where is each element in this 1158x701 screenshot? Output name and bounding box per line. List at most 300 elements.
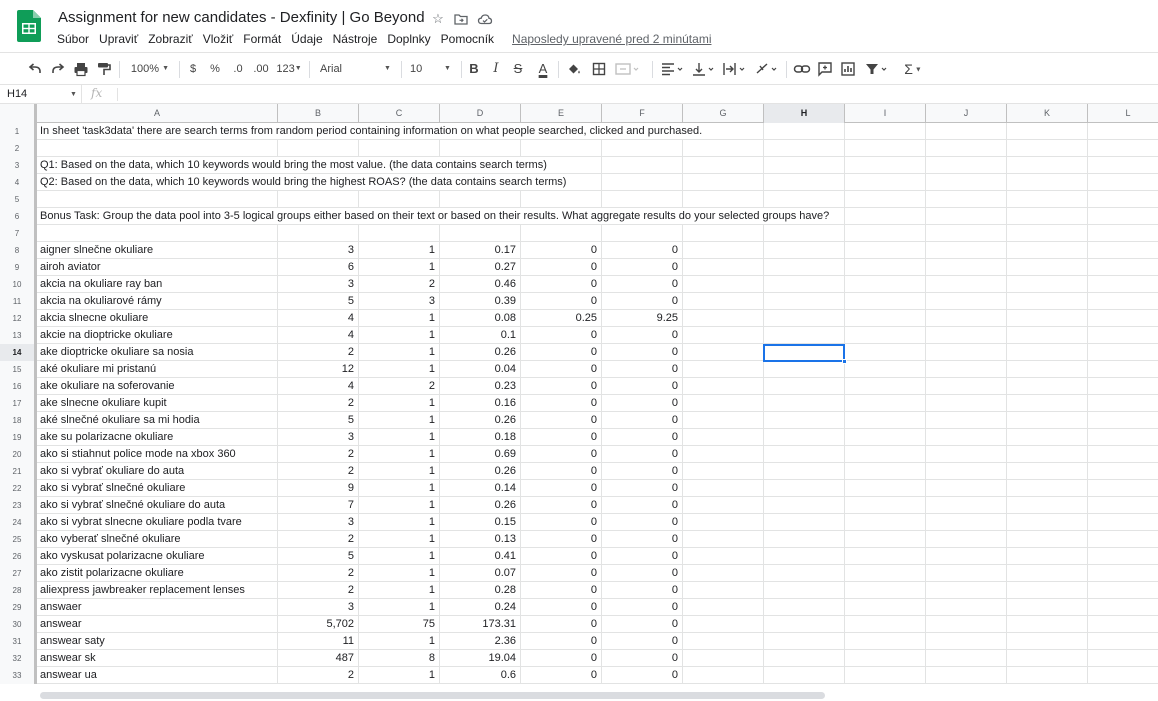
cell-a-text[interactable]: Q1: Based on the data, which 10 keywords would bring the most value. (the data contains search terms) bbox=[40, 159, 547, 171]
grid-line bbox=[763, 344, 764, 361]
table-row bbox=[0, 565, 1158, 582]
cell-c[interactable]: 1 bbox=[359, 582, 440, 599]
grid-line bbox=[601, 191, 602, 208]
row-header[interactable]: 25 bbox=[0, 531, 37, 548]
grid-line bbox=[520, 140, 521, 157]
name-box[interactable]: H14 bbox=[0, 85, 82, 104]
row-header[interactable]: 23 bbox=[0, 497, 37, 514]
formula-input[interactable] bbox=[124, 85, 1154, 104]
cell-search-term[interactable]: ako si stiahnut police mode na xbox 360 bbox=[37, 446, 278, 463]
cell-c[interactable]: 1 bbox=[359, 446, 440, 463]
row-header[interactable]: 24 bbox=[0, 514, 37, 531]
cell-d[interactable]: 0.6 bbox=[440, 667, 521, 684]
row-header[interactable]: 3 bbox=[0, 157, 37, 174]
cell-b[interactable]: 2 bbox=[278, 565, 359, 582]
row-header[interactable]: 29 bbox=[0, 599, 37, 616]
grid-line bbox=[1087, 310, 1088, 327]
cell-e[interactable]: 0 bbox=[521, 599, 602, 616]
row-header[interactable]: 27 bbox=[0, 565, 37, 582]
cell-c[interactable]: 2 bbox=[359, 276, 440, 293]
cell-f[interactable]: 0 bbox=[602, 429, 683, 446]
cell-b[interactable]: 9 bbox=[278, 480, 359, 497]
cell-b[interactable]: 5 bbox=[278, 412, 359, 429]
move-folder-icon[interactable] bbox=[453, 11, 469, 27]
cell-search-term[interactable]: ake slnecne okuliare kupit bbox=[37, 395, 278, 412]
chevron-down-icon[interactable]: ▼ bbox=[70, 91, 77, 98]
cell-c[interactable]: 1 bbox=[359, 361, 440, 378]
cell-f[interactable]: 0 bbox=[602, 565, 683, 582]
cell-b[interactable]: 2 bbox=[278, 446, 359, 463]
cell-d[interactable]: 0.13 bbox=[440, 531, 521, 548]
cell-d[interactable]: 0.04 bbox=[440, 361, 521, 378]
cell-b[interactable]: 11 bbox=[278, 633, 359, 650]
menu-data[interactable]: Údaje bbox=[291, 32, 323, 46]
redo-icon[interactable] bbox=[50, 60, 66, 78]
cell-search-term[interactable]: airoh aviator bbox=[37, 259, 278, 276]
column-header-a[interactable]: A bbox=[37, 104, 278, 123]
cell-e[interactable]: 0 bbox=[521, 361, 602, 378]
cell-d[interactable]: 0.16 bbox=[440, 395, 521, 412]
cell-b[interactable]: 3 bbox=[278, 242, 359, 259]
cell-e[interactable]: 0 bbox=[521, 344, 602, 361]
cell-c[interactable]: 1 bbox=[359, 412, 440, 429]
cell-f[interactable]: 0 bbox=[602, 514, 683, 531]
chevron-down-icon: ▼ bbox=[444, 65, 451, 72]
cell-search-term[interactable]: answear ua bbox=[37, 667, 278, 684]
grid-line bbox=[1006, 429, 1007, 446]
table-row bbox=[0, 395, 1158, 412]
cell-search-term[interactable]: ako zistit polarizacne okuliare bbox=[37, 565, 278, 582]
row-header[interactable]: 18 bbox=[0, 412, 37, 429]
cell-search-term[interactable]: ako si vybrať slnečné okuliare bbox=[37, 480, 278, 497]
cell-search-term[interactable]: ako si vybrať okuliare do auta bbox=[37, 463, 278, 480]
cell-b[interactable]: 6 bbox=[278, 259, 359, 276]
grid-line bbox=[844, 259, 845, 276]
insert-link-icon[interactable] bbox=[793, 60, 811, 78]
column-header-l[interactable]: L bbox=[1088, 104, 1158, 123]
menu-addons[interactable]: Doplnky bbox=[387, 32, 431, 46]
font-select[interactable] bbox=[320, 60, 394, 78]
cell-e[interactable]: 0 bbox=[521, 565, 602, 582]
cell-search-term[interactable]: answear sk bbox=[37, 650, 278, 667]
cell-b[interactable]: 5,702 bbox=[278, 616, 359, 633]
cell-d[interactable]: 0.69 bbox=[440, 446, 521, 463]
cell-f[interactable]: 0 bbox=[602, 497, 683, 514]
cell-e[interactable]: 0 bbox=[521, 395, 602, 412]
grid-line bbox=[844, 650, 845, 667]
grid-line bbox=[763, 361, 764, 378]
grid-line bbox=[1006, 208, 1007, 225]
cell-f[interactable]: 0 bbox=[602, 276, 683, 293]
star-icon[interactable]: ☆ bbox=[432, 11, 444, 26]
grid-line bbox=[601, 225, 602, 242]
cell-e[interactable]: 0 bbox=[521, 497, 602, 514]
cell-search-term[interactable]: aliexpress jawbreaker replacement lenses bbox=[37, 582, 278, 599]
percent-format-button[interactable]: % bbox=[210, 63, 220, 75]
decrease-decimals-button[interactable]: .0 bbox=[233, 63, 243, 75]
grid-line bbox=[1006, 310, 1007, 327]
print-icon[interactable] bbox=[73, 60, 89, 78]
cell-f[interactable]: 0 bbox=[602, 548, 683, 565]
cell-d[interactable]: 0.07 bbox=[440, 565, 521, 582]
cell-e[interactable]: 0 bbox=[521, 242, 602, 259]
vertical-align-icon[interactable] bbox=[691, 60, 717, 78]
cell-d[interactable]: 0.41 bbox=[440, 548, 521, 565]
row-header[interactable]: 19 bbox=[0, 429, 37, 446]
grid-line bbox=[1087, 174, 1088, 191]
grid-line bbox=[439, 225, 440, 242]
row-header[interactable]: 2 bbox=[0, 140, 37, 157]
cell-f[interactable]: 0 bbox=[602, 633, 683, 650]
cell-d[interactable]: 19.04 bbox=[440, 650, 521, 667]
row-header[interactable]: 5 bbox=[0, 191, 37, 208]
row-header[interactable]: 28 bbox=[0, 582, 37, 599]
merge-cells-icon[interactable] bbox=[614, 60, 640, 78]
cell-d[interactable]: 0.26 bbox=[440, 412, 521, 429]
table-row bbox=[0, 446, 1158, 463]
cell-d[interactable]: 2.36 bbox=[440, 633, 521, 650]
row-header[interactable]: 11 bbox=[0, 293, 37, 310]
cell-d[interactable]: 0.46 bbox=[440, 276, 521, 293]
row-header[interactable]: 13 bbox=[0, 327, 37, 344]
sheets-logo-icon[interactable] bbox=[17, 10, 41, 42]
cell-d[interactable]: 0.14 bbox=[440, 480, 521, 497]
insert-chart-icon[interactable] bbox=[840, 60, 856, 78]
column-header-e[interactable]: E bbox=[521, 104, 602, 123]
cell-e[interactable]: 0 bbox=[521, 378, 602, 395]
column-header-d[interactable]: D bbox=[440, 104, 521, 123]
cell-c[interactable]: 1 bbox=[359, 429, 440, 446]
cell-b[interactable]: 3 bbox=[278, 514, 359, 531]
bold-button[interactable]: B bbox=[469, 61, 479, 76]
cell-search-term[interactable]: ako vyberať slnečné okuliare bbox=[37, 531, 278, 548]
column-header-i[interactable]: I bbox=[845, 104, 926, 123]
cell-b[interactable]: 4 bbox=[278, 327, 359, 344]
cell-b[interactable]: 2 bbox=[278, 395, 359, 412]
column-header-g[interactable]: G bbox=[683, 104, 764, 123]
row-header[interactable]: 1 bbox=[0, 123, 37, 140]
cell-e[interactable]: 0 bbox=[521, 259, 602, 276]
select-all-corner[interactable] bbox=[0, 104, 37, 123]
cell-c[interactable]: 1 bbox=[359, 514, 440, 531]
row-header[interactable]: 17 bbox=[0, 395, 37, 412]
chevron-down-icon: ▼ bbox=[162, 65, 170, 73]
menu-edit[interactable]: Upraviť bbox=[99, 32, 139, 46]
cell-b[interactable]: 12 bbox=[278, 361, 359, 378]
cell-d[interactable]: 0.26 bbox=[440, 497, 521, 514]
grid-line bbox=[763, 293, 764, 310]
row-header[interactable]: 26 bbox=[0, 548, 37, 565]
cell-d[interactable]: 0.39 bbox=[440, 293, 521, 310]
cell-c[interactable]: 75 bbox=[359, 616, 440, 633]
menu-help[interactable]: Pomocník bbox=[440, 32, 495, 46]
cell-search-term[interactable]: akcia slnecne okuliare bbox=[37, 310, 278, 327]
font-size-select[interactable] bbox=[410, 60, 455, 78]
cell-e[interactable]: 0 bbox=[521, 327, 602, 344]
cell-e[interactable]: 0 bbox=[521, 463, 602, 480]
cell-b[interactable]: 2 bbox=[278, 344, 359, 361]
document-title[interactable]: Assignment for new candidates - Dexfinity | Go Beyond bbox=[58, 9, 425, 26]
row-header[interactable]: 14 bbox=[0, 344, 37, 361]
row-header[interactable]: 7 bbox=[0, 225, 37, 242]
grid-line bbox=[1006, 497, 1007, 514]
cell-c[interactable]: 1 bbox=[359, 480, 440, 497]
cell-f[interactable]: 0 bbox=[602, 480, 683, 497]
cell-c[interactable]: 1 bbox=[359, 599, 440, 616]
last-edit-link[interactable]: Naposledy upravené pred 2 minútami bbox=[512, 32, 712, 46]
grid-line bbox=[844, 616, 845, 633]
cell-a-text[interactable]: Bonus Task: Group the data pool into 3-5 logical groups either based on their text or based on their results. What aggregate results do your selected groups have? bbox=[40, 210, 830, 222]
cell-f[interactable]: 0 bbox=[602, 599, 683, 616]
cell-c[interactable]: 1 bbox=[359, 259, 440, 276]
cell-search-term[interactable]: akcia na okuliarové rámy bbox=[37, 293, 278, 310]
grid-line bbox=[844, 378, 845, 395]
cell-f[interactable]: 0 bbox=[602, 463, 683, 480]
cell-f[interactable]: 9.25 bbox=[602, 310, 683, 327]
cell-search-term[interactable]: aké slnečné okuliare sa mi hodia bbox=[37, 412, 278, 429]
cell-c[interactable]: 1 bbox=[359, 565, 440, 582]
column-header-f[interactable]: F bbox=[602, 104, 683, 123]
cell-f[interactable]: 0 bbox=[602, 446, 683, 463]
menu-view[interactable]: Zobraziť bbox=[148, 32, 193, 46]
cell-f[interactable]: 0 bbox=[602, 582, 683, 599]
text-color-button[interactable]: A bbox=[538, 61, 548, 76]
grid-line bbox=[1087, 327, 1088, 344]
grid-line bbox=[682, 157, 683, 174]
paint-format-icon[interactable] bbox=[96, 60, 112, 78]
cell-d[interactable]: 0.18 bbox=[440, 429, 521, 446]
cell-search-term[interactable]: aké okuliare mi pristanú bbox=[37, 361, 278, 378]
cell-search-term[interactable]: ake su polarizacne okuliare bbox=[37, 429, 278, 446]
cell-f[interactable]: 0 bbox=[602, 242, 683, 259]
cell-d[interactable]: 0.28 bbox=[440, 582, 521, 599]
cell-f[interactable]: 0 bbox=[602, 412, 683, 429]
cell-f[interactable]: 0 bbox=[602, 327, 683, 344]
cell-b[interactable]: 487 bbox=[278, 650, 359, 667]
cell-b[interactable]: 3 bbox=[278, 599, 359, 616]
cell-e[interactable]: 0 bbox=[521, 412, 602, 429]
cell-d[interactable]: 0.26 bbox=[440, 344, 521, 361]
cell-f[interactable]: 0 bbox=[602, 616, 683, 633]
cell-f[interactable]: 0 bbox=[602, 667, 683, 684]
cell-c[interactable]: 1 bbox=[359, 531, 440, 548]
cell-c[interactable]: 1 bbox=[359, 310, 440, 327]
grid-line bbox=[1087, 633, 1088, 650]
row-header[interactable]: 31 bbox=[0, 633, 37, 650]
grid-line bbox=[1006, 565, 1007, 582]
cell-f[interactable]: 0 bbox=[602, 361, 683, 378]
table-row bbox=[0, 293, 1158, 310]
cell-d[interactable]: 0.08 bbox=[440, 310, 521, 327]
cell-b[interactable]: 2 bbox=[278, 463, 359, 480]
cell-search-term[interactable]: ake okuliare na soferovanie bbox=[37, 378, 278, 395]
row-header[interactable]: 16 bbox=[0, 378, 37, 395]
cell-f[interactable]: 0 bbox=[602, 395, 683, 412]
column-header-h[interactable]: H bbox=[764, 104, 845, 123]
cell-e[interactable]: 0 bbox=[521, 276, 602, 293]
grid-line bbox=[1087, 616, 1088, 633]
cell-search-term[interactable]: answear saty bbox=[37, 633, 278, 650]
cell-d[interactable]: 0.26 bbox=[440, 463, 521, 480]
cell-f[interactable]: 0 bbox=[602, 650, 683, 667]
grid-line bbox=[601, 140, 602, 157]
cell-c[interactable]: 1 bbox=[359, 548, 440, 565]
currency-format-button[interactable]: $ bbox=[189, 63, 197, 75]
cell-b[interactable]: 4 bbox=[278, 310, 359, 327]
cell-b[interactable]: 2 bbox=[278, 531, 359, 548]
strikethrough-button[interactable]: S bbox=[513, 61, 523, 76]
cell-f[interactable]: 0 bbox=[602, 344, 683, 361]
cell-c[interactable]: 1 bbox=[359, 395, 440, 412]
row-header[interactable]: 33 bbox=[0, 667, 37, 684]
cell-b[interactable]: 5 bbox=[278, 548, 359, 565]
cell-d[interactable]: 0.23 bbox=[440, 378, 521, 395]
cell-b[interactable]: 2 bbox=[278, 667, 359, 684]
menu-tools[interactable]: Nástroje bbox=[332, 32, 378, 46]
column-header-b[interactable]: B bbox=[278, 104, 359, 123]
row-header[interactable]: 21 bbox=[0, 463, 37, 480]
cell-b[interactable]: 5 bbox=[278, 293, 359, 310]
cell-e[interactable]: 0 bbox=[521, 480, 602, 497]
menu-insert[interactable]: Vložiť bbox=[202, 32, 234, 46]
cell-c[interactable]: 1 bbox=[359, 633, 440, 650]
cell-e[interactable]: 0 bbox=[521, 429, 602, 446]
cell-search-term[interactable]: akcia na okuliare ray ban bbox=[37, 276, 278, 293]
cell-search-term[interactable]: akcie na dioptricke okuliare bbox=[37, 327, 278, 344]
row-header[interactable]: 9 bbox=[0, 259, 37, 276]
cell-d[interactable]: 0.1 bbox=[440, 327, 521, 344]
cell-f[interactable]: 0 bbox=[602, 378, 683, 395]
grid-line bbox=[1006, 140, 1007, 157]
grid-line bbox=[1006, 667, 1007, 684]
grid-line bbox=[763, 412, 764, 429]
grid-line bbox=[520, 191, 521, 208]
cell-e[interactable]: 0 bbox=[521, 633, 602, 650]
borders-icon[interactable] bbox=[591, 60, 607, 78]
cell-search-term[interactable]: answaer bbox=[37, 599, 278, 616]
row-header[interactable]: 20 bbox=[0, 446, 37, 463]
cell-e[interactable]: 0 bbox=[521, 667, 602, 684]
cell-e[interactable]: 0 bbox=[521, 548, 602, 565]
row-header[interactable]: 10 bbox=[0, 276, 37, 293]
increase-decimals-button[interactable]: .00 bbox=[253, 63, 269, 75]
cell-e[interactable]: 0 bbox=[521, 446, 602, 463]
menu-format[interactable]: Formát bbox=[243, 32, 282, 46]
cell-d[interactable]: 173.31 bbox=[440, 616, 521, 633]
cell-a-text[interactable]: In sheet 'task3data' there are search terms from random period containing information on what people searched, clicked and purchased. bbox=[40, 125, 703, 137]
cell-search-term[interactable]: ake dioptricke okuliare sa nosia bbox=[37, 344, 278, 361]
cell-d[interactable]: 0.24 bbox=[440, 599, 521, 616]
grid-line bbox=[1006, 344, 1007, 361]
cell-e[interactable]: 0 bbox=[521, 514, 602, 531]
row-header[interactable]: 32 bbox=[0, 650, 37, 667]
cell-b[interactable]: 3 bbox=[278, 429, 359, 446]
row-header[interactable]: 4 bbox=[0, 174, 37, 191]
cell-d[interactable]: 0.17 bbox=[440, 242, 521, 259]
cell-search-term[interactable]: ako si vybrať slnečné okuliare do auta bbox=[37, 497, 278, 514]
cell-e[interactable]: 0 bbox=[521, 650, 602, 667]
cell-search-term[interactable]: aigner slnečne okuliare bbox=[37, 242, 278, 259]
filter-icon[interactable] bbox=[864, 60, 890, 78]
cell-e[interactable]: 0.25 bbox=[521, 310, 602, 327]
grid-line bbox=[763, 259, 764, 276]
cell-f[interactable]: 0 bbox=[602, 531, 683, 548]
cell-b[interactable]: 4 bbox=[278, 378, 359, 395]
grid-line bbox=[1087, 225, 1088, 242]
cell-d[interactable]: 0.15 bbox=[440, 514, 521, 531]
cell-b[interactable]: 2 bbox=[278, 582, 359, 599]
menu-file[interactable]: Súbor bbox=[57, 32, 90, 46]
app-header bbox=[0, 0, 1158, 52]
zoom-select[interactable] bbox=[127, 60, 173, 78]
cell-search-term[interactable]: answear bbox=[37, 616, 278, 633]
cloud-status-icon[interactable] bbox=[477, 11, 493, 27]
fill-color-icon[interactable] bbox=[566, 60, 582, 78]
cell-c[interactable]: 3 bbox=[359, 293, 440, 310]
column-header-j[interactable]: J bbox=[926, 104, 1007, 123]
cell-c[interactable]: 1 bbox=[359, 463, 440, 480]
cell-e[interactable]: 0 bbox=[521, 582, 602, 599]
grid-line bbox=[682, 140, 683, 157]
row-header[interactable]: 22 bbox=[0, 480, 37, 497]
chevron-down-icon: ▼ bbox=[384, 65, 391, 72]
row-header[interactable]: 12 bbox=[0, 310, 37, 327]
grid-line bbox=[1006, 548, 1007, 565]
fill-handle[interactable] bbox=[842, 359, 847, 364]
horizontal-scrollbar[interactable] bbox=[40, 692, 825, 699]
cell-f[interactable]: 0 bbox=[602, 259, 683, 276]
text-wrapping-icon[interactable] bbox=[722, 60, 748, 78]
column-header-k[interactable]: K bbox=[1007, 104, 1088, 123]
cell-e[interactable]: 0 bbox=[521, 531, 602, 548]
row-header[interactable]: 30 bbox=[0, 616, 37, 633]
cell-b[interactable]: 7 bbox=[278, 497, 359, 514]
cell-search-term[interactable]: ako si vybrat slnecne okuliare podla tvare bbox=[37, 514, 278, 531]
cell-c[interactable]: 2 bbox=[359, 378, 440, 395]
grid-line bbox=[1087, 157, 1088, 174]
grid-line bbox=[925, 565, 926, 582]
cell-e[interactable]: 0 bbox=[521, 293, 602, 310]
table-row bbox=[0, 310, 1158, 327]
grid-line bbox=[1087, 446, 1088, 463]
cell-c[interactable]: 1 bbox=[359, 327, 440, 344]
cell-search-term[interactable]: ako vyskusat polarizacne okuliare bbox=[37, 548, 278, 565]
cell-d[interactable]: 0.27 bbox=[440, 259, 521, 276]
cell-c[interactable]: 1 bbox=[359, 242, 440, 259]
cell-f[interactable]: 0 bbox=[602, 293, 683, 310]
cell-b[interactable]: 3 bbox=[278, 276, 359, 293]
spreadsheet-grid[interactable] bbox=[0, 104, 1158, 692]
cell-c[interactable]: 1 bbox=[359, 667, 440, 684]
cell-e[interactable]: 0 bbox=[521, 616, 602, 633]
grid-line bbox=[763, 463, 764, 480]
functions-button[interactable] bbox=[900, 60, 926, 78]
cell-c[interactable]: 1 bbox=[359, 497, 440, 514]
italic-button[interactable]: I bbox=[493, 61, 499, 76]
horizontal-align-icon[interactable] bbox=[660, 60, 686, 78]
text-rotation-icon[interactable] bbox=[754, 60, 780, 78]
row-header[interactable]: 15 bbox=[0, 361, 37, 378]
insert-comment-icon[interactable] bbox=[817, 60, 833, 78]
cell-c[interactable]: 1 bbox=[359, 344, 440, 361]
column-header-c[interactable]: C bbox=[359, 104, 440, 123]
row-header[interactable]: 6 bbox=[0, 208, 37, 225]
cell-a-text[interactable]: Q2: Based on the data, which 10 keywords would bring the highest ROAS? (the data contains search terms) bbox=[40, 176, 567, 188]
row-header[interactable]: 8 bbox=[0, 242, 37, 259]
cell-c[interactable]: 8 bbox=[359, 650, 440, 667]
more-formats-button[interactable] bbox=[276, 60, 302, 78]
undo-icon[interactable] bbox=[27, 60, 43, 78]
